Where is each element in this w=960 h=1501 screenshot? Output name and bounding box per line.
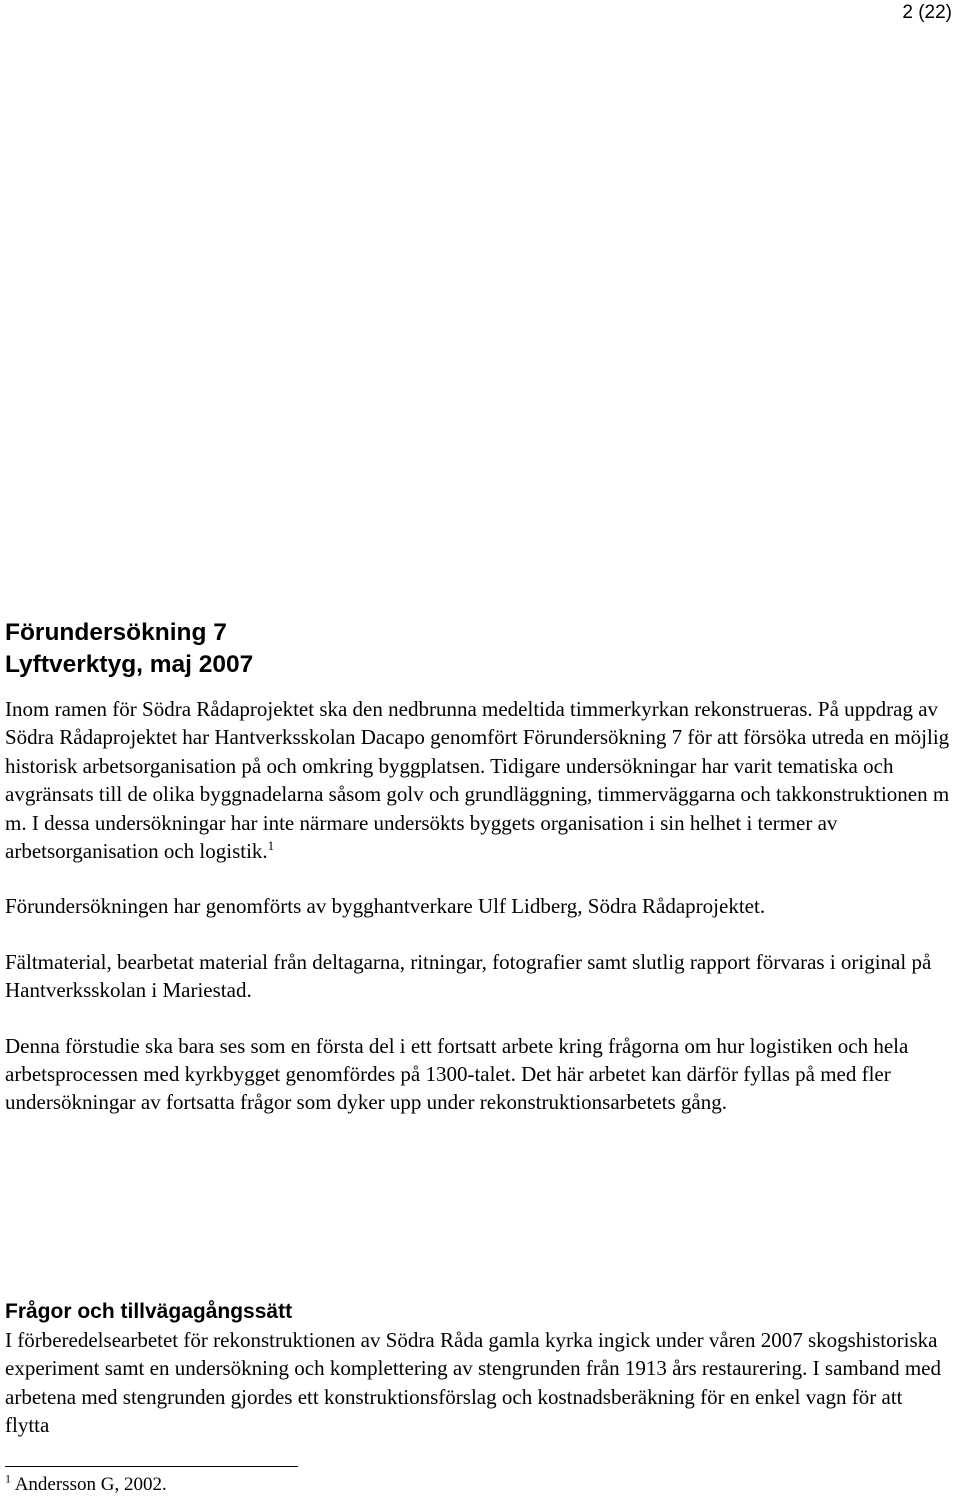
- footnote-text: Andersson G, 2002.: [14, 1474, 167, 1495]
- footnote-reference[interactable]: 1: [267, 838, 275, 854]
- document-title: [5, 617, 950, 681]
- page-number: 2 (22): [902, 2, 952, 23]
- intro-paragraph-text: Inom ramen för Södra Rådaprojektet ska den nedbrunna medeltida timmerkyrkan rekonstrueras. På uppdrag av Södra Rådaprojektet har Hantverksskolan Dacapo genomfört Förundersökning 7 för att försöka utreda en möjlig historisk arbetsorganisation på och omkring byggplatsen. Tidigare undersökningar har varit tematiska och avgränsats till de olika byggnadelarna såsom golv och grundläggning, timmerväggarna och takkonstruktionen m m. I dessa undersökningar har inte närmare undersökts byggets organisation i sin helhet i termer av arbetsorganisation och logistik.: [5, 697, 950, 864]
- footnote-number: 1: [5, 1471, 11, 1486]
- scope-paragraph: Denna förstudie ska bara ses som en första del i ett fortsatt arbete kring frågorna om hur logistiken och hela arbetsprocessen med kyrkbygget genomfördes på 1300-talet. Det här arbetet kan därför fyllas på med fler undersökningar av fortsatta frågor som dyker upp under rekonstruktionsarbetets gång.: [5, 1033, 909, 1115]
- section-paragraph: I förberedelsearbetet för rekonstruktionen av Södra Råda gamla kyrka ingick under våren 2007 skogshistoriska experiment samt en undersökning och komplettering av stengrunden från 1913 års restaurering. I samband med arbetena med stengrunden gjordes ett konstruktionsförslag och kostnadsberäkning för en enkel vagn för att flytta: [5, 1328, 941, 1438]
- intro-paragraph: [5, 695, 950, 865]
- section-heading: Frågor och tillvägagångssätt: [5, 1300, 293, 1323]
- footnote-divider: [5, 1466, 298, 1467]
- footnote: [5, 1472, 167, 1498]
- title-line-2: Lyftverktyg, maj 2007: [5, 651, 254, 678]
- main-content: [5, 617, 950, 1117]
- archive-paragraph: Fältmaterial, bearbetat material från deltagarna, ritningar, fotografier samt slutlig rapport förvaras i original på Hantverksskolan i Mariestad.: [5, 949, 932, 1003]
- methods-section: [5, 1298, 950, 1440]
- title-line-1: Förundersökning 7: [5, 619, 227, 646]
- author-paragraph: Förundersökningen har genomförts av bygghantverkare Ulf Lidberg, Södra Rådaprojektet.: [5, 894, 766, 919]
